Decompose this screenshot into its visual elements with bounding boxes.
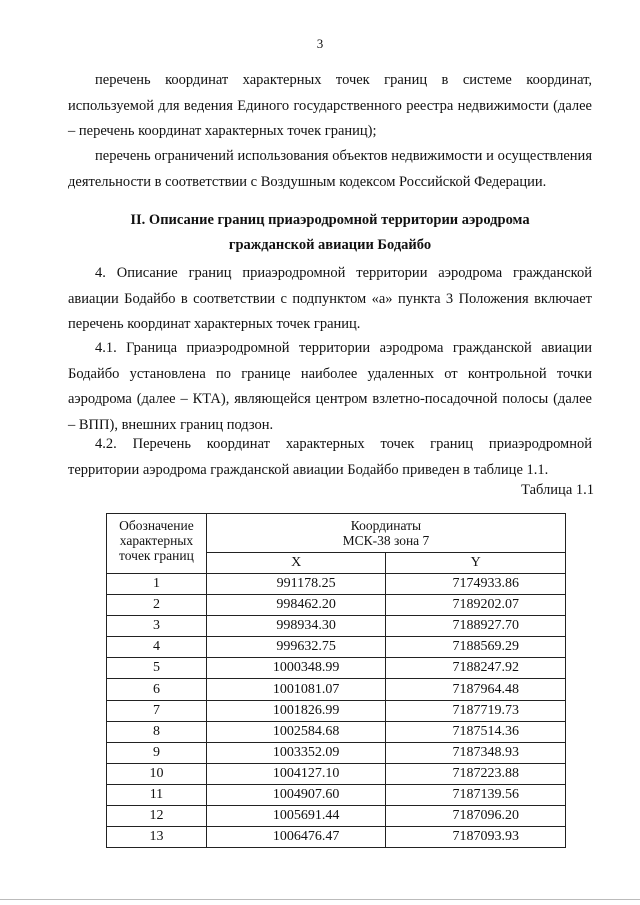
x-coordinate-cell: 999632.75 <box>206 637 386 658</box>
table-row <box>107 806 566 827</box>
table-row <box>107 700 566 721</box>
table-caption: Таблица 1.1 <box>521 482 594 498</box>
page-number: 3 <box>316 36 324 51</box>
table-row <box>107 595 566 616</box>
point-number-cell: 3 <box>107 616 207 637</box>
header-coordinates <box>206 514 565 553</box>
x-coordinate-cell: 1001826.99 <box>206 700 386 721</box>
section-heading-line2: гражданской авиации Бодайбо <box>228 237 432 253</box>
point-number-cell: 13 <box>107 827 207 848</box>
y-coordinate-cell: 7187348.93 <box>386 742 566 763</box>
table-row <box>107 827 566 848</box>
table-row <box>107 742 566 763</box>
point-number-cell: 11 <box>107 784 207 805</box>
table-row <box>107 574 566 595</box>
table-row <box>107 658 566 679</box>
x-coordinate-cell: 1002584.68 <box>206 721 386 742</box>
table-row <box>107 679 566 700</box>
x-coordinate-cell: 991178.25 <box>206 574 386 595</box>
x-coordinate-cell: 998462.20 <box>206 595 386 616</box>
header-point-label: Обозначение характерных точек границ <box>107 514 207 574</box>
point-number-cell: 5 <box>107 658 207 679</box>
x-coordinate-cell: 1005691.44 <box>206 806 386 827</box>
point-number-cell: 2 <box>107 595 207 616</box>
point-number-cell: 4 <box>107 637 207 658</box>
point-number-cell: 10 <box>107 763 207 784</box>
paragraph-coordinates-list: перечень координат характерных точек границ в системе координат, используемой для ведения Единого государственного реестра недвижимости (далее – перечень координат характерных точек границ); <box>68 72 592 139</box>
y-coordinate-cell: 7187093.93 <box>386 827 566 848</box>
table-row <box>107 637 566 658</box>
paragraph-item-4-2: 4.2. Перечень координат характерных точек границ приаэродромной территории аэродрома гражданской авиации Бодайбо приведен в таблице 1.1. <box>68 436 592 478</box>
header-y: Y <box>386 553 566 574</box>
x-coordinate-cell: 998934.30 <box>206 616 386 637</box>
y-coordinate-cell: 7187719.73 <box>386 700 566 721</box>
table-row <box>107 784 566 805</box>
paragraph-restrictions-list: перечень ограничений использования объектов недвижимости и осуществления деятельности в соответствии с Воздушным кодексом Российской Федерации. <box>68 148 592 190</box>
point-number-cell: 12 <box>107 806 207 827</box>
point-number-cell: 8 <box>107 721 207 742</box>
x-coordinate-cell: 1004127.10 <box>206 763 386 784</box>
paragraph-item-4-1: 4.1. Граница приаэродромной территории аэродрома гражданской авиации Бодайбо установлена по границе наиболее удаленных от контрольной точки аэродрома (далее – КТА), являющейся центром взлетно-посадочной полосы (далее – ВПП), внешних границ подзон. <box>68 340 592 433</box>
y-coordinate-cell: 7174933.86 <box>386 574 566 595</box>
point-number-cell: 1 <box>107 574 207 595</box>
table-row <box>107 721 566 742</box>
section-heading-line1: II. Описание границ приаэродромной территории аэродрома <box>130 212 530 228</box>
point-number-cell: 7 <box>107 700 207 721</box>
y-coordinate-cell: 7187139.56 <box>386 784 566 805</box>
table-row <box>107 763 566 784</box>
y-coordinate-cell: 7187096.20 <box>386 806 566 827</box>
header-coordinates-title: Координаты <box>350 518 422 533</box>
header-coordinate-system: МСК-38 зона 7 <box>342 533 430 548</box>
point-number-cell: 6 <box>107 679 207 700</box>
x-coordinate-cell: 1004907.60 <box>206 784 386 805</box>
y-coordinate-cell: 7187514.36 <box>386 721 566 742</box>
y-coordinate-cell: 7188927.70 <box>386 616 566 637</box>
x-coordinate-cell: 1000348.99 <box>206 658 386 679</box>
y-coordinate-cell: 7189202.07 <box>386 595 566 616</box>
header-x: X <box>206 553 386 574</box>
x-coordinate-cell: 1001081.07 <box>206 679 386 700</box>
y-coordinate-cell: 7188569.29 <box>386 637 566 658</box>
scan-edge-line <box>0 899 640 900</box>
x-coordinate-cell: 1006476.47 <box>206 827 386 848</box>
x-coordinate-cell: 1003352.09 <box>206 742 386 763</box>
point-number-cell: 9 <box>107 742 207 763</box>
coordinates-table <box>106 513 566 848</box>
y-coordinate-cell: 7188247.92 <box>386 658 566 679</box>
y-coordinate-cell: 7187223.88 <box>386 763 566 784</box>
paragraph-item-4: 4. Описание границ приаэродромной территории аэродрома гражданской авиации Бодайбо в соответствии с подпунктом «а» пункта 3 Положения включает перечень координат характерных точек границ. <box>68 265 592 332</box>
y-coordinate-cell: 7187964.48 <box>386 679 566 700</box>
table-row <box>107 616 566 637</box>
